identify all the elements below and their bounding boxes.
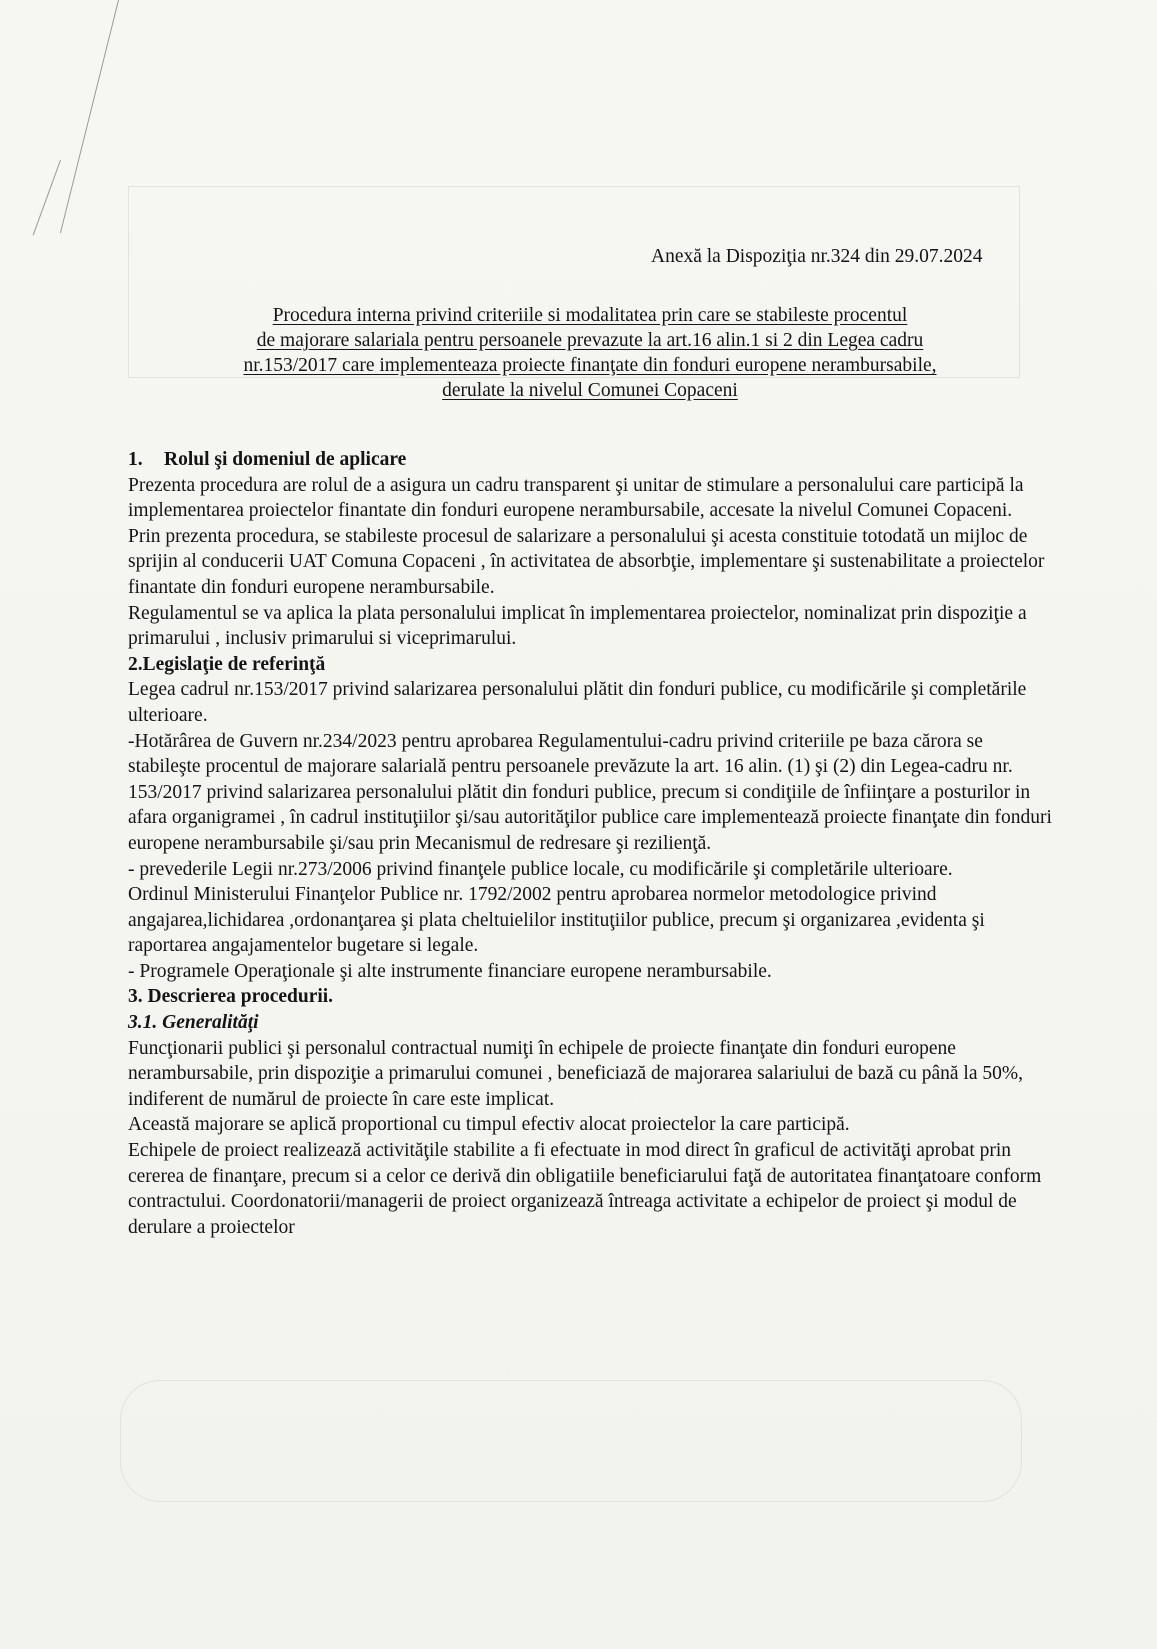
- page-edge-mark: [33, 160, 61, 236]
- section-2-heading: 2.Legislaţie de referinţă: [128, 653, 326, 675]
- title-line: de majorare salariala pentru persoanele prevazute la art.16 alin.1 si 2 din Legea cadru: [256, 330, 924, 351]
- paragraph: - Programele Operaţionale şi alte instrumente financiare europene nerambursabile.: [128, 960, 772, 982]
- subsection-3-1-heading: 3.1. Generalităţi: [128, 1012, 259, 1034]
- page-edge-mark: [60, 0, 119, 233]
- bleed-through-signature-area: [120, 1380, 1022, 1502]
- document-title: [150, 303, 1030, 403]
- section-1-heading: [128, 447, 1056, 473]
- section-1-title: Rolul şi domeniul de aplicare: [164, 449, 407, 470]
- paragraph: Prezenta procedura are rolul de a asigura un cadru transparent şi unitar de stimulare a personalului care participă la implementarea proiectelor finantate din fonduri europene nerambursabile, accesate la nivelul Comunei Copaceni.: [128, 474, 1024, 522]
- document-body: [128, 447, 1056, 1240]
- paragraph: Regulamentul se va aplica la plata personalului implicat în implementarea proiectelor, nominalizat prin dispoziţie a primarului , inclusiv primarului si viceprimarului.: [128, 602, 1027, 650]
- paragraph: Echipele de proiect realizează activităţile stabilite a fi efectuate in mod direct în graficul de activităţi aprobat prin cererea de finanţare, precum si a celor ce derivă din obligatiile beneficiarului faţă de autoritatea finanţatoare conform contractului. Coordonatorii/managerii de proiect organizează întreaga activitate a echipelor de proiect şi modul de derulare a proiectelor: [128, 1140, 1042, 1238]
- paragraph: - prevederile Legii nr.273/2006 privind finanţele publice locale, cu modificările şi completările ulterioare.: [128, 858, 953, 880]
- paragraph: Funcţionarii publici şi personalul contractual numiţi în echipele de proiecte finanţate din fonduri europene nerambursabile, prin dispoziţie a primarului comunei , beneficiază de majorarea salariului de bază cu până la 50%, indiferent de numărul de proiecte în care este implicat.: [128, 1037, 1023, 1110]
- paragraph: Ordinul Ministerului Finanţelor Publice nr. 1792/2002 pentru aprobarea normelor metodologice privind angajarea,lichidarea ,ordonanţarea şi plata cheltuielilor instituţiilor publice, precum şi organizarea ,evidenta şi raportarea angajamentelor bugetare si legale.: [128, 884, 985, 957]
- title-line: derulate la nivelul Comunei Copaceni: [442, 380, 738, 401]
- annex-reference: Anexă la Dispoziţia nr.324 din 29.07.2024: [651, 246, 983, 267]
- paragraph: Prin prezenta procedura, se stabileste procesul de salarizare a personalului şi acesta constituie totodată un mijloc de sprijin al conducerii UAT Comuna Copaceni , în activitatea de absorbţie, implementare şi sustenabilitate a proiectelor finantate din fonduri europene nerambursabile.: [128, 525, 1045, 598]
- section-1-number: 1.: [128, 449, 143, 470]
- paragraph: Această majorare se aplică proportional cu timpul efectiv alocat proiectelor la care participă.: [128, 1114, 850, 1136]
- title-line: nr.153/2017 care implementeaza proiecte finanţate din fonduri europene nerambursabile,: [243, 355, 937, 376]
- title-line: Procedura interna privind criteriile si modalitatea prin care se stabileste procentul: [272, 305, 908, 326]
- paragraph: Legea cadrul nr.153/2017 privind salarizarea personalului plătit din fonduri publice, cu modificările şi completările ulterioare.: [128, 679, 1027, 726]
- section-3-heading: 3. Descrierea procedurii.: [128, 986, 334, 1008]
- paragraph: -Hotărârea de Guvern nr.234/2023 pentru aprobarea Regulamentului-cadru privind criteriile pe baza cărora se stabileşte procentul de majorare salarială pentru persoanele prevăzute la art. 16 alin. (1) şi (2) din Legea-cadru nr. 153/2017 privind salarizarea personalului plătit din fonduri publice, precum si condiţiile de înfiinţare a posturilor in afara organigramei , în cadrul instituţiilor şi/sau autorităţilor publice care implementează proiecte finanţate din fonduri europene nerambursabile şi/sau prin Mecanismul de redresare şi rezilienţă.: [128, 730, 1052, 854]
